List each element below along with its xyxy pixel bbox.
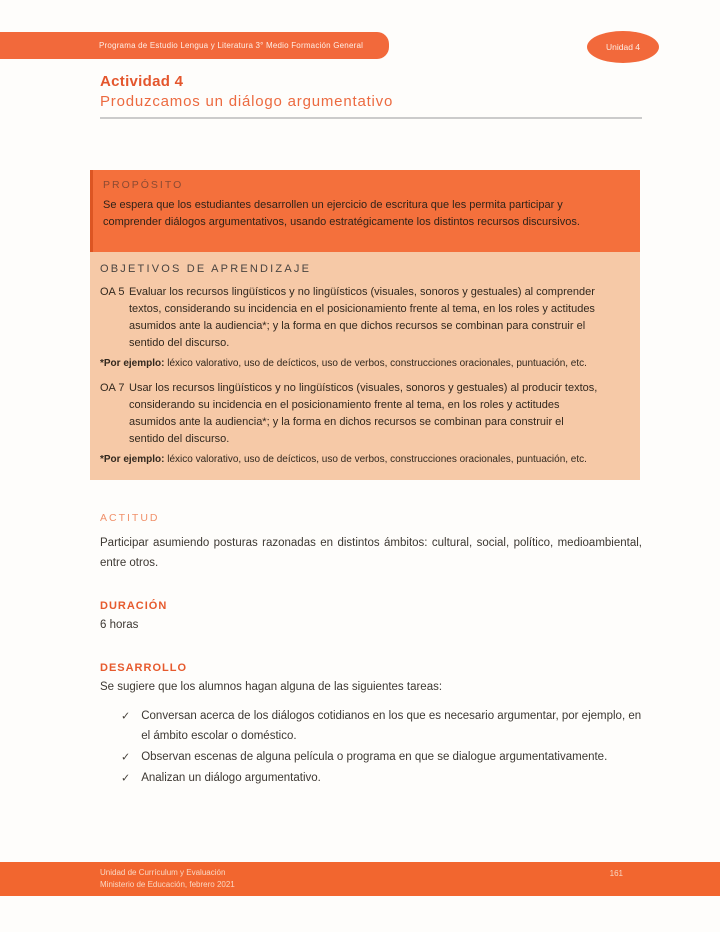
- footnote-prefix: *Por ejemplo:: [100, 454, 165, 465]
- objetivos-heading: OBJETIVOS DE APRENDIZAJE: [100, 263, 312, 275]
- objetivos-box: [90, 252, 640, 480]
- actitud-body: Participar asumiendo posturas razonadas en distintos ámbitos: cultural, social, político, medioambiental, entre otros.: [100, 537, 642, 569]
- checkmark-icon: ✓: [121, 751, 131, 764]
- duracion-section: [100, 600, 167, 631]
- footer-line1: Unidad de Currículum y Evaluación: [100, 868, 226, 877]
- program-header-bar: [0, 32, 389, 59]
- duracion-body: 6 horas: [100, 619, 139, 631]
- activity-subtitle: Produzcamos un diálogo argumentativo: [100, 93, 394, 110]
- oa-code: OA 7: [100, 382, 125, 394]
- task-item: [121, 747, 646, 767]
- oa-text: Evaluar los recursos lingüísticos y no lingüísticos (visuales, sonoros y gestuales) al comprender textos, considerando su incidencia en el posicionamiento frente al tema, en los roles y actitudes asumidos ante la audiencia*; y la forma en que dichos recursos se combinan para construir el sentido del discurso.: [129, 286, 595, 349]
- actitud-section: [100, 512, 642, 573]
- footer-credits: [100, 867, 235, 896]
- task-text: Conversan acerca de los diálogos cotidianos en los que es necesario argumentar, por ejemplo, en el ámbito escolar o doméstico.: [141, 710, 642, 742]
- footer-bar: [0, 862, 720, 896]
- task-list: [100, 706, 646, 788]
- unit-badge-label: Unidad 4: [605, 42, 641, 52]
- unit-badge: [587, 31, 659, 63]
- program-title: Programa de Estudio Lengua y Literatura 3° Medio Formación General: [99, 41, 364, 50]
- task-item: [121, 768, 646, 788]
- desarrollo-heading: DESARROLLO: [100, 662, 187, 674]
- task-item: [121, 706, 646, 746]
- divider-rule: [100, 117, 642, 119]
- footnote-prefix: *Por ejemplo:: [100, 358, 165, 369]
- desarrollo-section: [100, 662, 646, 789]
- footer-line2: Ministerio de Educación, febrero 2021: [100, 879, 235, 889]
- page-number: 161: [609, 869, 623, 878]
- activity-title: Actividad 4: [100, 73, 184, 90]
- oa-text: Usar los recursos lingüísticos y no lingüísticos (visuales, sonoros y gestuales) al producir textos, considerando su incidencia en el posicionamiento frente al tema, en los roles y actitudes asumidos ante la audiencia*; y la forma en dichos recursos se combinan para construir el sentido del discurso.: [129, 382, 598, 445]
- oa-code: OA 5: [100, 286, 125, 298]
- task-text: Analizan un diálogo argumentativo.: [141, 772, 321, 784]
- proposito-box: [90, 170, 640, 252]
- oa-item-7: [100, 380, 602, 448]
- actitud-heading: ACTITUD: [100, 512, 160, 524]
- footnote-text: léxico valorativo, uso de deícticos, uso de verbos, construcciones oracionales, puntuación, etc.: [164, 358, 587, 369]
- title-block: [100, 73, 393, 110]
- proposito-body: Se espera que los estudiantes desarrollen un ejercicio de escritura que les permita participar y comprender diálogos argumentativos, usando estratégicamente los distintos recursos discursivos.: [103, 199, 580, 228]
- oa-item-5: [100, 284, 602, 352]
- oa-footnote: [100, 453, 602, 466]
- task-text: Observan escenas de alguna película o programa en que se dialogue argumentativamente.: [141, 751, 608, 763]
- checkmark-icon: ✓: [121, 710, 131, 723]
- checkmark-icon: ✓: [121, 772, 131, 785]
- oa-footnote: [100, 357, 602, 370]
- desarrollo-intro: Se sugiere que los alumnos hagan alguna de las siguientes tareas:: [100, 681, 443, 693]
- proposito-heading: PROPÓSITO: [103, 179, 184, 191]
- footnote-text: léxico valorativo, uso de deícticos, uso de verbos, construcciones oracionales, puntuación, etc.: [164, 454, 587, 465]
- duracion-heading: DURACIÓN: [100, 600, 168, 612]
